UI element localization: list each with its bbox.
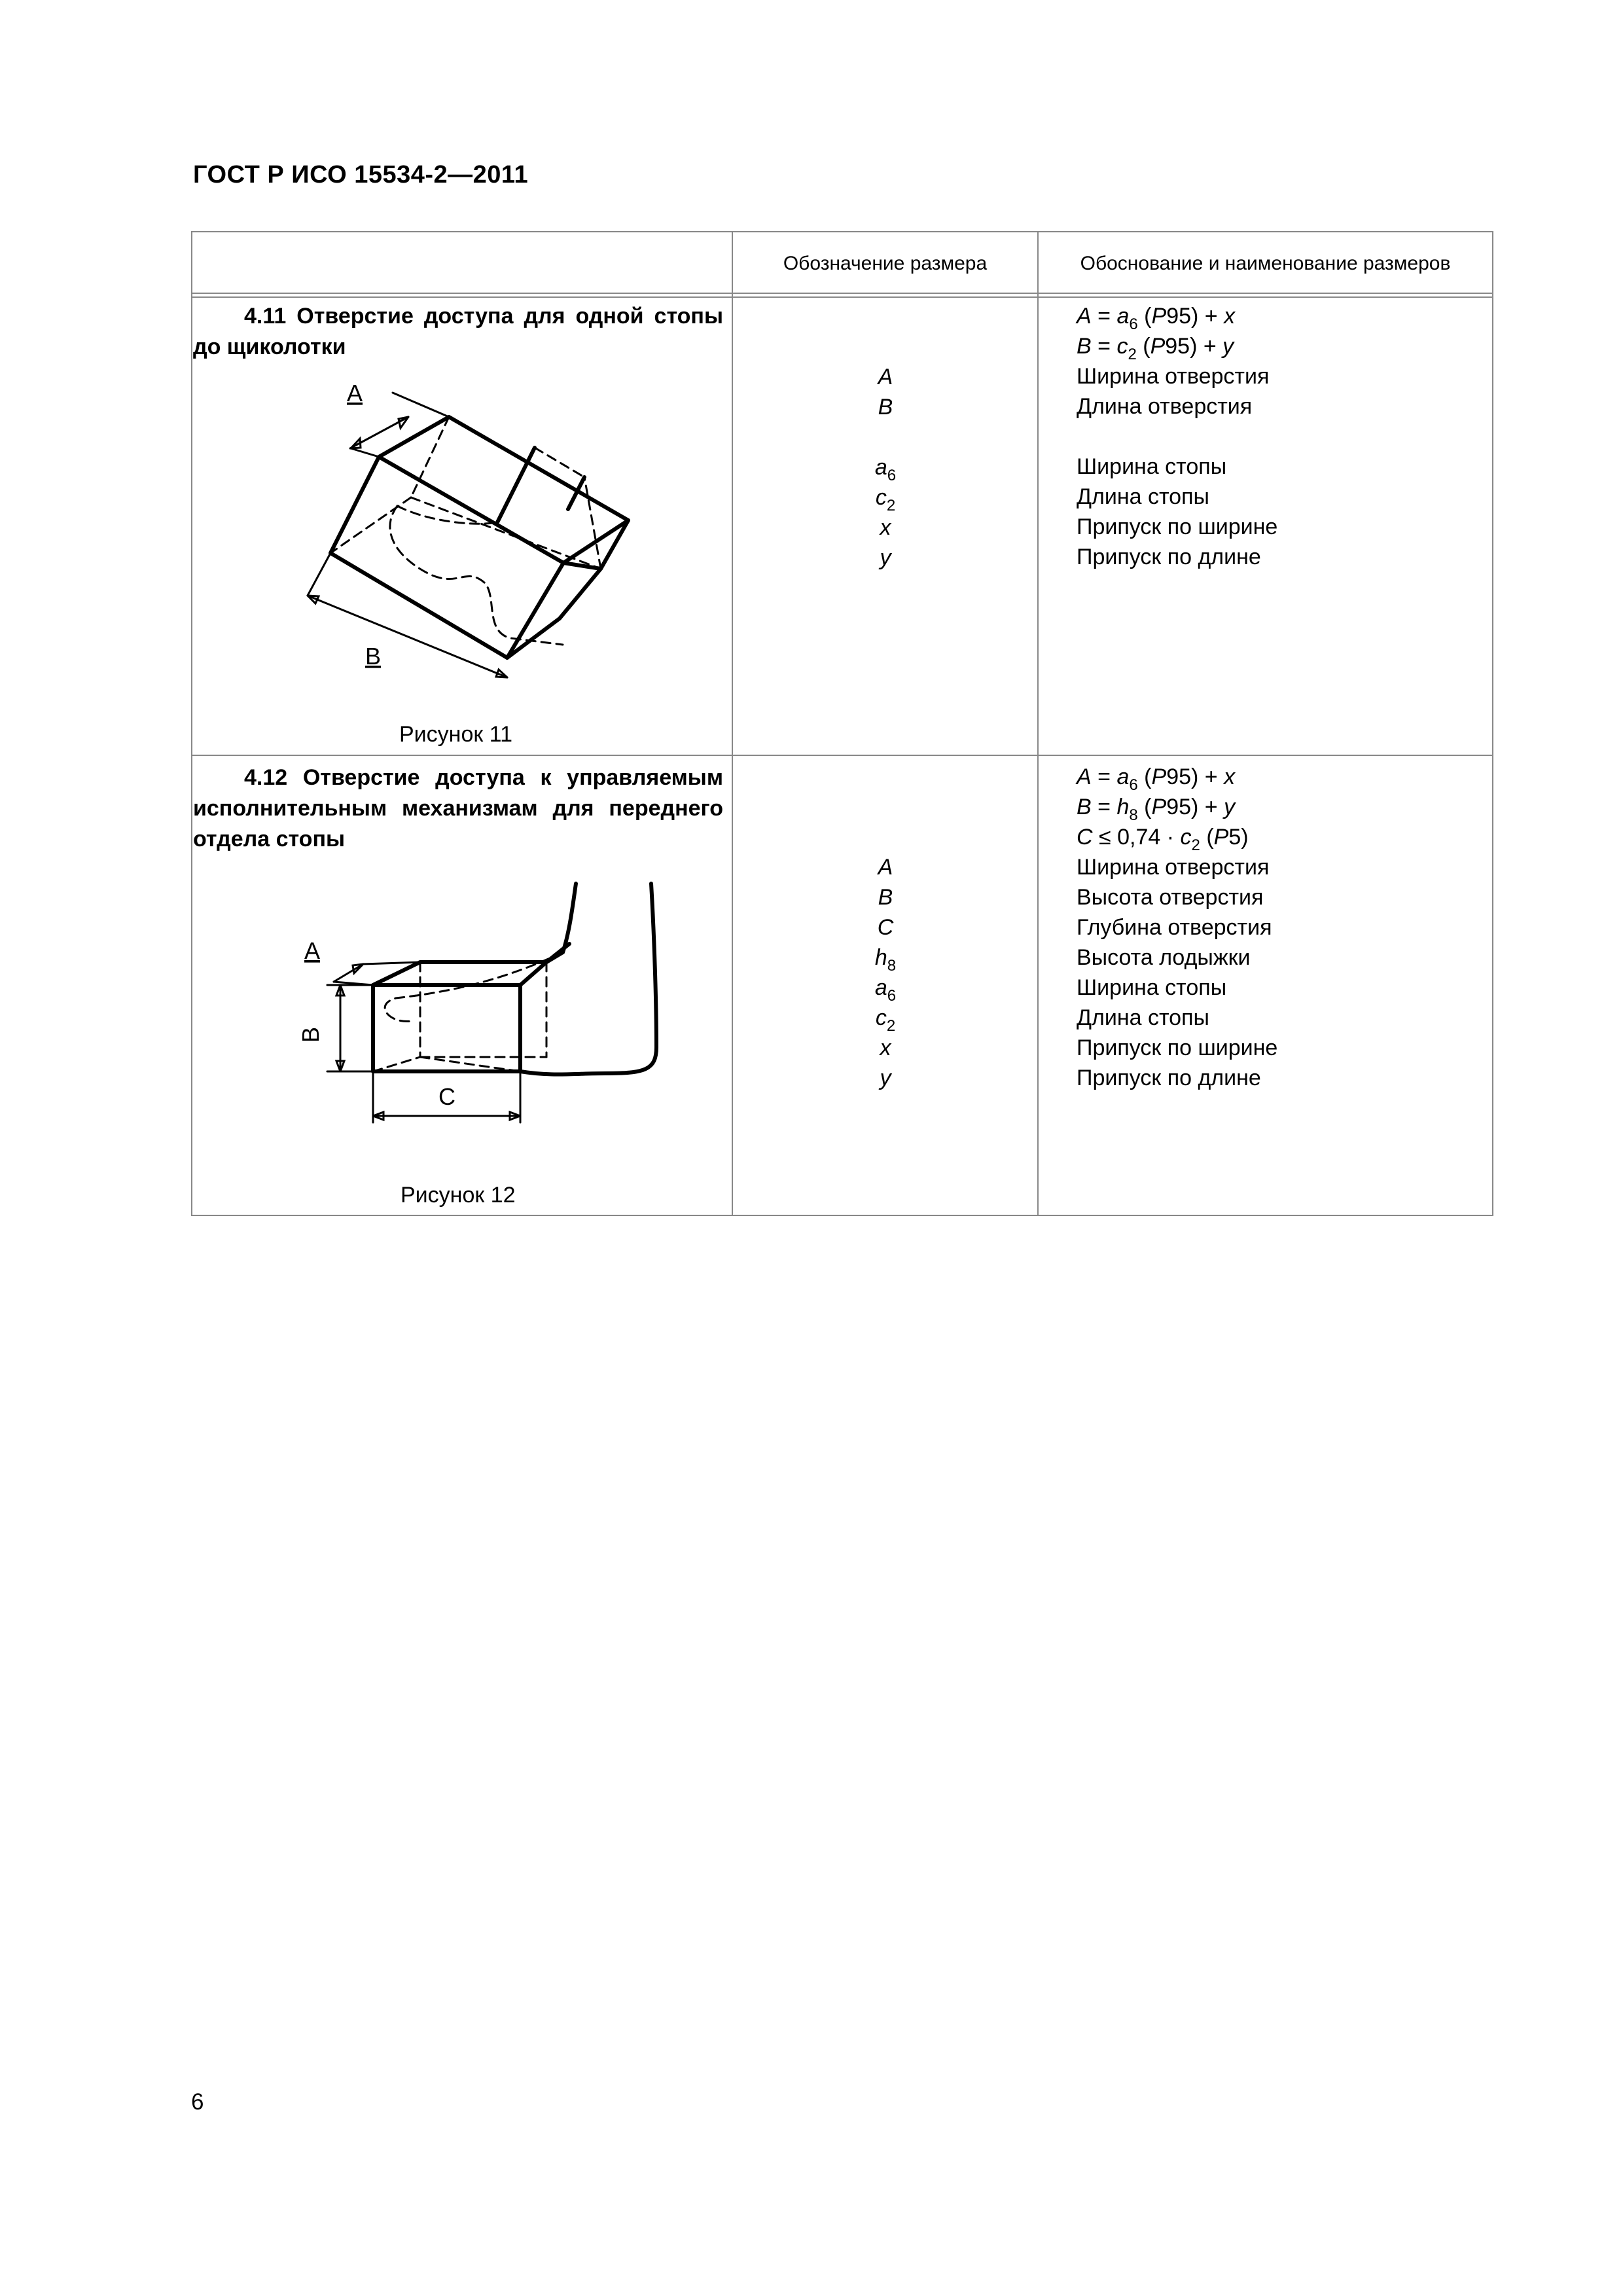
symbol-item: x [880,515,891,540]
svg-text:C: C [438,1083,455,1110]
symbol-item: C [877,915,894,940]
symbol-item: $c_2$ [875,485,896,514]
symbol-item: x [880,1035,891,1060]
row-4-11-symbols [813,362,957,573]
description-item: Ширина стопы [1077,975,1227,1000]
description-item: Длина стопы [1077,484,1209,509]
table-border-top [191,231,1493,232]
table-header-divider-2 [191,296,1493,298]
figure-11-diagram [288,380,654,681]
table-header-divider [191,293,1493,294]
figure-12-diagram [298,880,690,1142]
description-item: Припуск по ширине [1077,1035,1278,1060]
description-item: Длина стопы [1077,1005,1209,1030]
description-item: Ширина стопы [1077,454,1227,479]
description-item: Глубина отверстия [1077,915,1272,940]
svg-text:B: B [365,643,382,670]
symbol-item: $h_8$ [874,945,897,975]
symbol-item: y [880,1066,891,1090]
page-number: 6 [191,2089,204,2115]
description-item: Ширина отверстия [1077,364,1270,389]
symbol-gap [813,422,957,452]
description-item: Припуск по ширине [1077,514,1278,539]
row-title-4-12: 4.12 Отверстие доступа к управляемым исполнительным механизмам для переднего отдела стопы [193,765,723,852]
symbol-item: B [878,885,893,910]
formula-b: $B = h_8$ (P95) + y [1077,795,1236,824]
row-title-4-11: 4.11 Отверстие доступа для одной стопы до щиколотки [193,304,723,359]
row-4-12-symbols [813,852,957,1093]
column-header-description: Обоснование и наименование размеров [1080,253,1451,274]
table-row-divider [191,755,1493,756]
table-column-divider-2 [1037,231,1039,1216]
symbol-item: $a_6$ [874,455,897,484]
formula-a: $A = a_6$ (P95) + x [1077,764,1236,794]
description-item: Высота отверстия [1077,885,1264,910]
formula-a: $A = a_6$ (P95) + x [1077,304,1236,333]
svg-text:A: A [347,380,363,406]
table-column-divider-1 [732,231,733,1216]
description-item: Длина отверстия [1077,394,1253,419]
symbol-item: A [878,855,893,880]
description-item: Ширина отверстия [1077,855,1270,880]
table-border-bottom [191,1215,1493,1216]
symbol-item: y [880,545,891,570]
svg-text:A: A [304,937,321,964]
symbol-item: $c_2$ [875,1005,896,1035]
description-item [1077,422,1495,452]
formula-b: $B = c_2$ (P95) + y [1077,334,1234,363]
figure-11-caption: Рисунок 11 [399,722,512,747]
figure-12-caption: Рисунок 12 [401,1183,516,1208]
symbol-item: A [878,365,893,389]
document-header: ГОСТ Р ИСО 15534-2—2011 [193,161,529,188]
column-header-symbol: Обозначение размера [783,253,988,274]
row-4-12-descriptions [1077,762,1495,1093]
description-item: Припуск по длине [1077,545,1261,569]
symbol-item: B [878,395,893,420]
symbol-item: $a_6$ [874,975,897,1005]
svg-text:B: B [297,1026,324,1043]
description-item: Припуск по длине [1077,1066,1261,1090]
description-item: Высота лодыжки [1077,945,1251,970]
table-border-left [191,231,192,1216]
formula-c: $C \le 0,74 \cdot c_2$ (P5) [1077,825,1249,854]
row-4-11-descriptions [1077,301,1495,572]
